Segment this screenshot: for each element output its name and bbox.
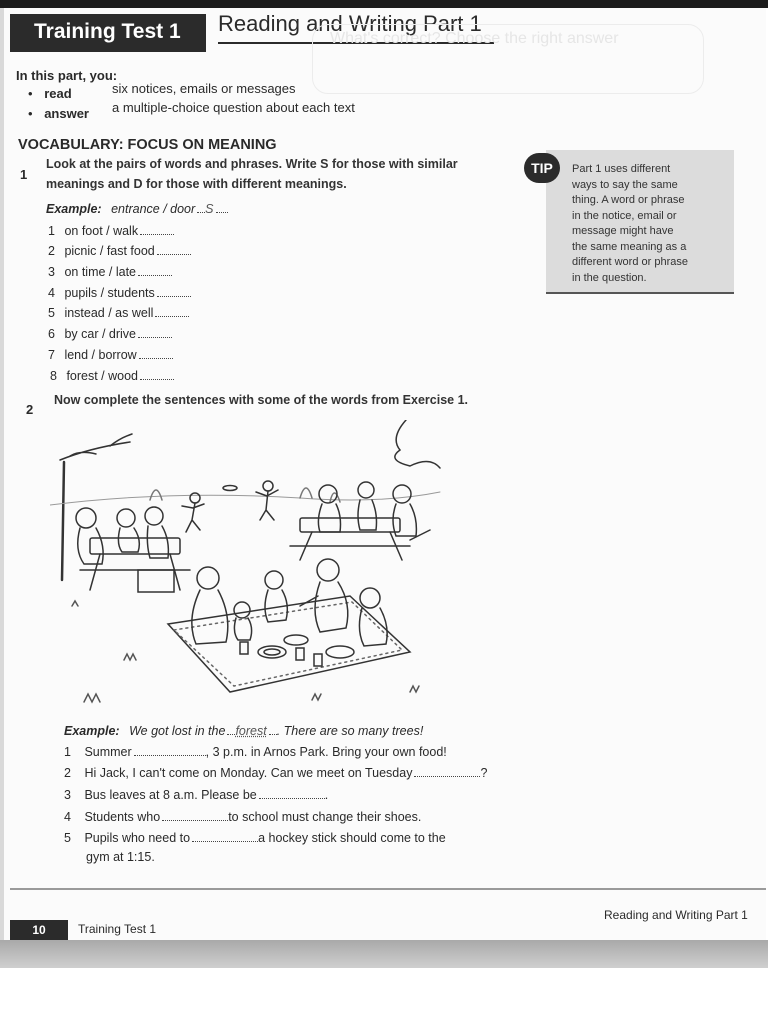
item-number: 4: [48, 286, 55, 300]
answer-dots: [216, 202, 228, 213]
example-answer: S: [205, 202, 214, 216]
sentence-text: .: [324, 788, 329, 802]
item-number: 1: [48, 224, 55, 238]
answer-blank[interactable]: [139, 348, 173, 359]
example-label: Example:: [46, 202, 102, 216]
sentence-text: Bus leaves at 8 a.m. Please be: [84, 788, 257, 802]
item-text: instead / as well: [64, 306, 154, 320]
tree-branch: [60, 434, 132, 460]
intro-verb: answer: [44, 106, 89, 121]
ex2-sentence: [64, 788, 328, 802]
answer-dots: [269, 724, 277, 735]
item-number: 5: [48, 306, 55, 320]
ex1-item: [50, 369, 174, 383]
vocab-heading: VOCABULARY: FOCUS ON MEANING: [18, 137, 277, 153]
item-number: 5: [64, 831, 71, 845]
part-title: Reading and Writing Part 1: [218, 11, 482, 36]
item-text: on foot / walk: [64, 224, 139, 238]
item-text: on time / late: [64, 265, 137, 279]
bullet-icon: •: [28, 106, 33, 121]
ex1-item: [48, 348, 173, 362]
bullet-icon: •: [28, 86, 33, 101]
item-number: 4: [64, 810, 71, 824]
ex1-item: [48, 265, 172, 279]
item-number: 8: [50, 369, 57, 383]
answer-blank[interactable]: [414, 766, 480, 777]
tree-foliage: [395, 420, 440, 468]
sentence-text: Students who: [84, 810, 161, 824]
ex1-item: [48, 244, 191, 258]
ex1-item: [48, 306, 189, 320]
tip-text: [572, 162, 688, 286]
cooler-box: [138, 570, 174, 592]
item-number: 2: [48, 244, 55, 258]
tip-line: message might have: [572, 225, 674, 237]
answer-blank[interactable]: [162, 810, 228, 821]
tip-line: the same meaning as a: [572, 240, 687, 253]
answer-blank[interactable]: [157, 286, 191, 297]
exercise-number: 1: [20, 167, 28, 182]
sentence-text: , 3 p.m. in Arnos Park. Bring your own food!: [205, 745, 447, 759]
scan-top-border: [0, 0, 768, 8]
example-text: . There are so many trees!: [276, 724, 424, 738]
footer-right: Reading and Writing Part 1: [604, 908, 748, 922]
intro-verb: read: [44, 86, 72, 101]
ex1-instruction-line2: meanings and D for those with different meanings.: [46, 177, 347, 191]
sentence-text: a hockey stick should come to the: [258, 831, 446, 845]
ex1-item: [48, 224, 174, 238]
item-text: lend / borrow: [64, 348, 137, 362]
item-text: pupils / students: [64, 286, 155, 300]
tip-line: different word or phrase: [572, 256, 688, 268]
item-number: 6: [48, 327, 55, 341]
ex1-item: [48, 327, 172, 341]
item-number: 7: [48, 348, 55, 362]
test-title-box: [10, 14, 206, 52]
answer-blank[interactable]: [140, 224, 174, 235]
example-label: Example:: [64, 724, 120, 738]
answer-blank[interactable]: [192, 831, 258, 842]
answer-blank[interactable]: [155, 306, 189, 317]
item-text: forest / wood: [66, 369, 139, 383]
item-text: by car / drive: [64, 327, 136, 341]
ex2-example: [64, 724, 423, 738]
answer-blank[interactable]: [138, 265, 172, 276]
page-bottom-rule: [10, 888, 766, 890]
sentence-continuation: gym at 1:15.: [86, 850, 155, 864]
picnic-illustration: [50, 420, 450, 720]
tip-line: in the notice, email or: [572, 209, 677, 222]
ex1-instruction-line1: Look at the pairs of words and phrases. Write S for those with similar: [46, 157, 458, 171]
intro-desc: six notices, emails or messages: [112, 81, 296, 96]
answer-blank[interactable]: [259, 788, 325, 799]
footer-left: Training Test 1: [78, 922, 157, 936]
intro-desc: a multiple-choice question about each text: [112, 100, 355, 115]
sentence-text: Pupils who need to: [84, 831, 191, 845]
intro-heading: In this part, you:: [16, 68, 118, 83]
page-number: 10: [10, 920, 68, 940]
ex1-example: [46, 202, 228, 216]
item-text: picnic / fast food: [64, 244, 155, 258]
ex2-instruction: Now complete the sentences with some of the words from Exercise 1.: [54, 393, 469, 407]
example-text: We got lost in the: [129, 724, 226, 738]
sentence-text: Hi Jack, I can't come on Monday. Can we meet on Tuesday: [84, 766, 413, 780]
tip-box: [546, 150, 734, 294]
item-number: 3: [64, 788, 71, 802]
answer-blank[interactable]: [157, 244, 191, 255]
sentence-text: ?: [480, 766, 488, 780]
intro-item: [28, 106, 89, 121]
frisbee: [223, 486, 237, 491]
answer-dots: [197, 202, 205, 213]
tip-line: in the question.: [572, 271, 647, 284]
item-number: 3: [48, 265, 55, 279]
answer-blank[interactable]: [140, 369, 174, 380]
example-text: entrance / door: [111, 202, 196, 216]
tip-line: thing. A word or phrase: [572, 194, 685, 206]
test-title: Training Test 1: [34, 20, 181, 43]
tip-line: Part 1 uses different: [572, 163, 671, 175]
ex2-sentence: [64, 810, 421, 824]
exercise-number: 2: [26, 402, 34, 417]
answer-blank[interactable]: [134, 745, 206, 756]
ex2-sentence: [64, 766, 487, 780]
ex2-sentence: [64, 745, 447, 759]
tip-badge: TIP: [524, 153, 560, 183]
sentence-text: Summer: [84, 745, 132, 759]
answer-blank[interactable]: [138, 327, 172, 338]
intro-item: [28, 86, 72, 101]
sentence-text: to school must change their shoes.: [228, 810, 422, 824]
show-through-text: What's correct? Choose the right answer: [330, 30, 619, 47]
example-answer: forest: [235, 724, 267, 738]
scan-bottom-shadow: [0, 940, 768, 968]
item-number: 2: [64, 766, 71, 780]
scan-left-edge: [0, 8, 4, 968]
tip-line: ways to say the same: [572, 178, 678, 191]
ex1-item: [48, 286, 191, 300]
item-number: 1: [64, 745, 71, 759]
ex2-sentence: [64, 831, 446, 845]
